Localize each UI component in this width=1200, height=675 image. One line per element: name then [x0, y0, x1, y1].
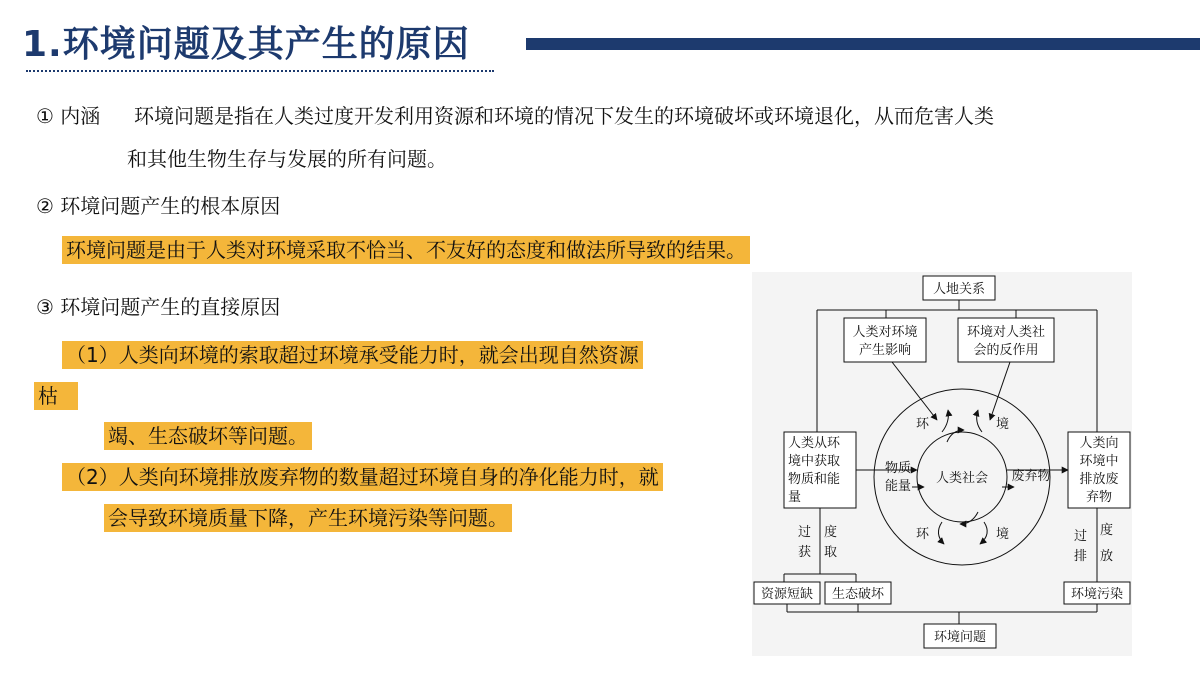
item1-label: ① 内涵	[36, 104, 101, 128]
item2-text: 环境问题是由于人类对环境采取不恰当、不友好的态度和做法所导致的结果。	[62, 236, 750, 264]
item1-line1: 环境问题是指在人类过度开发利用资源和环境的情况下发生的环境破坏或环境退化，从而危害人类	[134, 104, 994, 128]
dia-left-3: 物质和能	[788, 472, 841, 487]
dia-shortage: 资源短缺	[760, 587, 814, 602]
item3-p2-line1: （2）人类向环境排放废弃物的数量超过环境自身的净化能力时，就	[62, 463, 663, 491]
page-title: 1.环境问题及其产生的原因	[22, 24, 470, 65]
dia-society: 人类社会	[935, 471, 989, 486]
item1-line2: 和其他生物生存与发展的所有问题。	[127, 147, 447, 171]
dia-right-4: 弃物	[1085, 490, 1113, 505]
dia-right-2: 环境中	[1079, 454, 1119, 469]
item3-p1-line2: 枯	[34, 382, 78, 410]
dia-over-qu: 取	[824, 545, 838, 560]
dia-emit-du: 度	[1100, 523, 1114, 538]
title-underline	[26, 70, 494, 72]
item3-p1-line3: 竭、生态破坏等问题。	[104, 422, 312, 450]
dia-jing-top: 境	[996, 417, 1010, 432]
dia-left-2: 境中获取	[788, 454, 841, 469]
human-environment-diagram	[752, 272, 1132, 656]
dia-top: 人地关系	[932, 282, 986, 297]
title-bar	[526, 38, 1200, 50]
dia-right-1: 人类向	[1079, 436, 1119, 451]
item3-heading: ③ 环境问题产生的直接原因	[36, 295, 281, 319]
dia-over-guo: 过	[798, 525, 812, 540]
dia-waste: 废弃物	[1011, 469, 1051, 484]
item3-p1-line1: （1）人类向环境的索取超过环境承受能力时，就会出现自然资源	[62, 341, 643, 369]
dia-over-du: 度	[824, 525, 838, 540]
dia-huan-bottom: 环	[916, 527, 930, 542]
dia-emit-fang: 放	[1100, 549, 1114, 564]
dia-impact-1: 人类对环境	[852, 325, 918, 340]
dia-eco: 生态破坏	[831, 587, 885, 602]
dia-pollution: 环境污染	[1070, 587, 1124, 602]
item2-heading: ② 环境问题产生的根本原因	[36, 194, 281, 218]
dia-huan-top: 环	[916, 417, 930, 432]
dia-emit-pai: 排	[1074, 549, 1088, 564]
dia-emit-guo: 过	[1074, 529, 1088, 544]
dia-left-4: 量	[788, 490, 802, 505]
dia-left-1: 人类从环	[788, 436, 841, 451]
dia-matter-1: 物质	[884, 461, 912, 476]
dia-react-1: 环境对人类社	[966, 325, 1046, 340]
item3-p2-line2: 会导致环境质量下降，产生环境污染等问题。	[104, 504, 512, 532]
dia-over-huo: 获	[798, 545, 812, 560]
dia-jing-bottom: 境	[996, 527, 1010, 542]
dia-problem: 环境问题	[933, 630, 987, 645]
dia-react-2: 会的反作用	[973, 343, 1039, 358]
dia-matter-2: 能量	[884, 479, 912, 494]
dia-right-3: 排放废	[1079, 472, 1119, 487]
dia-impact-2: 产生影响	[858, 343, 912, 358]
